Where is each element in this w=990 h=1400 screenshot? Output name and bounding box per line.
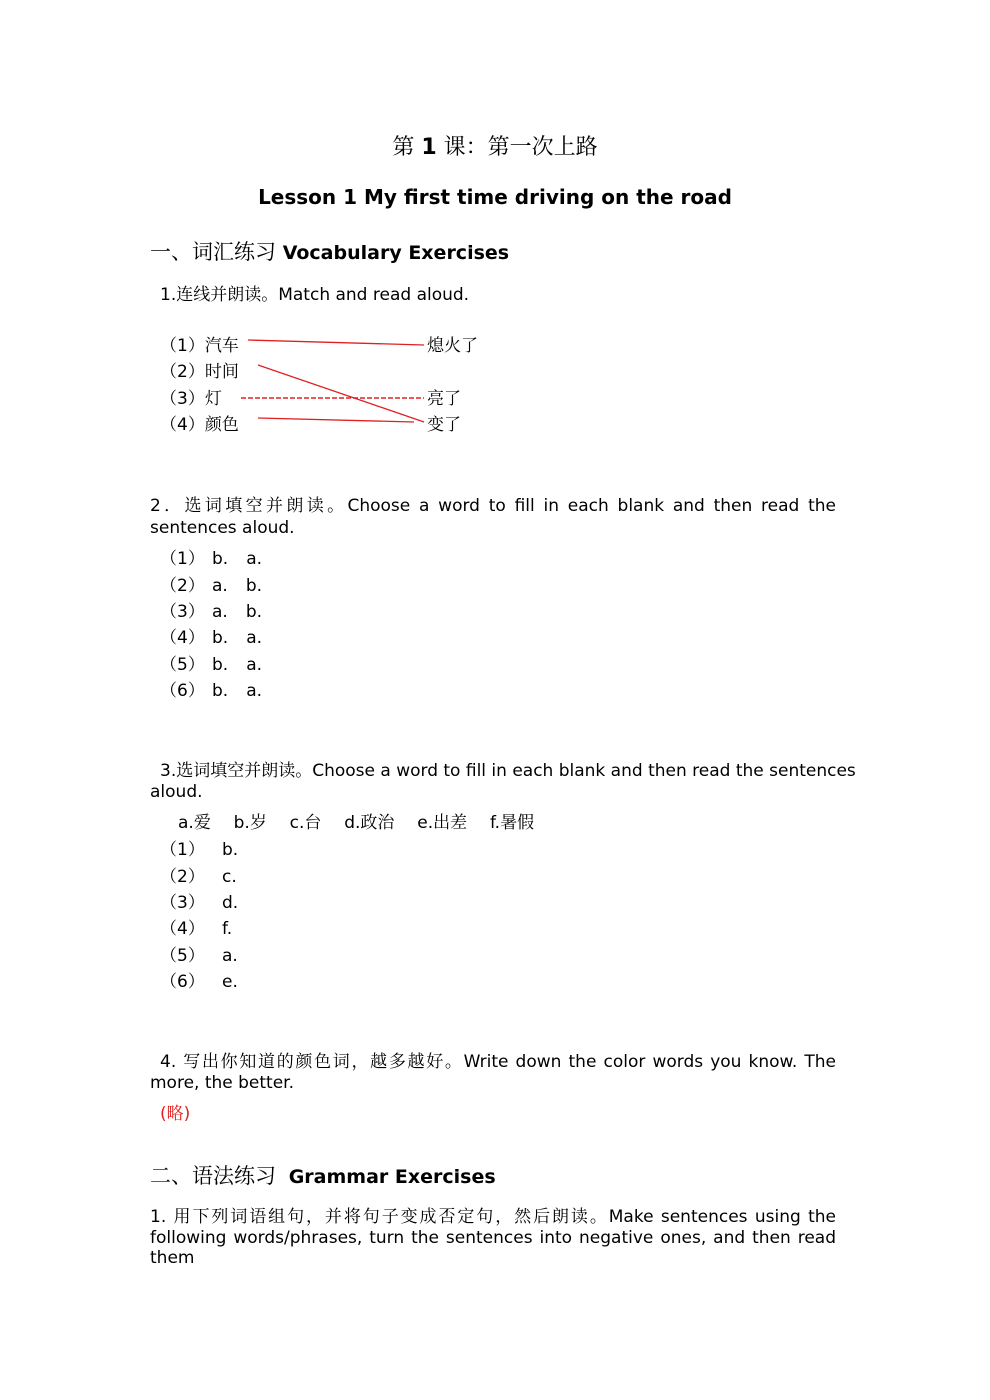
ex2-answer-num: （3）: [160, 602, 205, 622]
match-left-4: （4）颜色: [160, 415, 239, 435]
match-line-2: [258, 365, 424, 422]
ex2-answer-a1: a.: [212, 602, 228, 622]
ex2-answer-3: [160, 597, 262, 622]
ex3-answer-value: c.: [222, 867, 237, 887]
ex3-answer-2: [160, 862, 237, 887]
section1-heading-cn: 一、词汇练习: [150, 240, 276, 264]
ex3-answer-num: （4）: [160, 919, 205, 939]
section1-heading-en: Vocabulary Exercises: [282, 242, 510, 264]
ex2-answer-a2: a.: [246, 681, 263, 701]
ex3-option: a.爱: [178, 813, 211, 833]
ex3-answer-num: （5）: [160, 946, 205, 966]
ex2-heading-line1: 2．选词填空并朗读。Choose a word to fill in each blank and then read the: [150, 496, 836, 516]
ex3-answer-6: [160, 967, 238, 992]
ex3-answer-num: （3）: [160, 893, 205, 913]
ex2-answer-a1: b.: [212, 681, 229, 701]
ex2-answer-a1: b.: [212, 549, 229, 569]
ex3-answer-value: b.: [222, 840, 239, 860]
grammar-ex1-line1: 1. 用下列词语组句，并将句子变成否定句，然后朗读。Make sentences using the: [150, 1207, 836, 1227]
grammar-ex1-line2: following words/phrases, turn the sentences into negative ones, and then read them: [150, 1228, 836, 1268]
title-suffix: 课：第一次上路: [443, 135, 598, 160]
ex2-answer-4: [160, 623, 262, 648]
ex4-heading-line2: more, the better.: [150, 1073, 295, 1093]
ex2-answer-num: （2）: [160, 576, 205, 596]
ex3-answer-3: [160, 888, 238, 913]
match-right-2: 亮了: [427, 389, 461, 409]
ex2-heading-line2: sentences aloud.: [150, 518, 295, 538]
ex3-answer-value: a.: [222, 946, 238, 966]
ex3-option: c.台: [289, 813, 322, 833]
match-right-1: 熄火了: [427, 336, 478, 356]
ex2-answer-num: （4）: [160, 628, 205, 648]
lesson-title-en: Lesson 1 My first time driving on the road: [258, 185, 732, 209]
title-lesson-number: 1: [421, 135, 437, 160]
ex2-answer-2: [160, 571, 262, 596]
ex2-answer-1: [160, 544, 262, 569]
ex3-answer-1: [160, 835, 238, 860]
title-prefix: 第: [392, 135, 415, 160]
ex3-answer-num: （2）: [160, 867, 205, 887]
match-line-1: [248, 340, 424, 345]
ex3-answer-value: d.: [222, 893, 239, 913]
ex3-option: d.政治: [344, 813, 395, 833]
ex3-answer-value: f.: [222, 919, 233, 939]
ex2-answer-a2: a.: [246, 549, 263, 569]
ex2-answer-a1: a.: [212, 576, 228, 596]
section2-heading: [150, 1160, 496, 1190]
ex3-option: b.岁: [233, 813, 267, 833]
ex1-heading: 1.连线并朗读。Match and read aloud.: [160, 285, 470, 305]
section2-heading-cn: 二、语法练习: [150, 1164, 276, 1188]
match-right-3: 变了: [427, 415, 461, 435]
section2-heading-en: Grammar Exercises: [288, 1166, 496, 1188]
ex3-option: f.暑假: [489, 813, 535, 833]
ex3-answer-num: （6）: [160, 972, 205, 992]
ex2-answer-5: [160, 650, 262, 675]
ex4-heading-line1: 4. 写出你知道的颜色词，越多越好。Write down the color words you know. The: [160, 1052, 836, 1072]
ex3-heading-line2: aloud.: [150, 782, 203, 802]
ex3-heading-line1: 3.选词填空并朗读。Choose a word to fill in each blank and then read the sentences: [160, 761, 856, 781]
ex2-answer-a2: b.: [245, 576, 263, 596]
match-left-2: （2）时间: [160, 362, 239, 382]
match-left-3: （3）灯: [160, 389, 222, 409]
ex3-answer-num: （1）: [160, 840, 205, 860]
ex2-answer-a1: b.: [212, 655, 229, 675]
ex2-answer-num: （5）: [160, 655, 205, 675]
ex3-word-options: [178, 808, 534, 833]
ex3-answer-4: [160, 914, 232, 939]
ex2-answer-a2: a.: [246, 655, 263, 675]
ex2-answer-6: [160, 676, 262, 701]
ex3-answer-value: e.: [222, 972, 238, 992]
ex2-answer-a1: b.: [212, 628, 229, 648]
match-line-4: [258, 418, 414, 422]
match-left-1: （1）汽车: [160, 336, 239, 356]
ex3-option: e.出差: [417, 813, 468, 833]
ex2-answer-a2: b.: [245, 602, 263, 622]
ex4-answer: (略): [160, 1104, 191, 1124]
ex2-answer-num: （6）: [160, 681, 205, 701]
ex2-answer-num: （1）: [160, 549, 205, 569]
ex3-answer-5: [160, 941, 238, 966]
ex2-answer-a2: a.: [246, 628, 263, 648]
